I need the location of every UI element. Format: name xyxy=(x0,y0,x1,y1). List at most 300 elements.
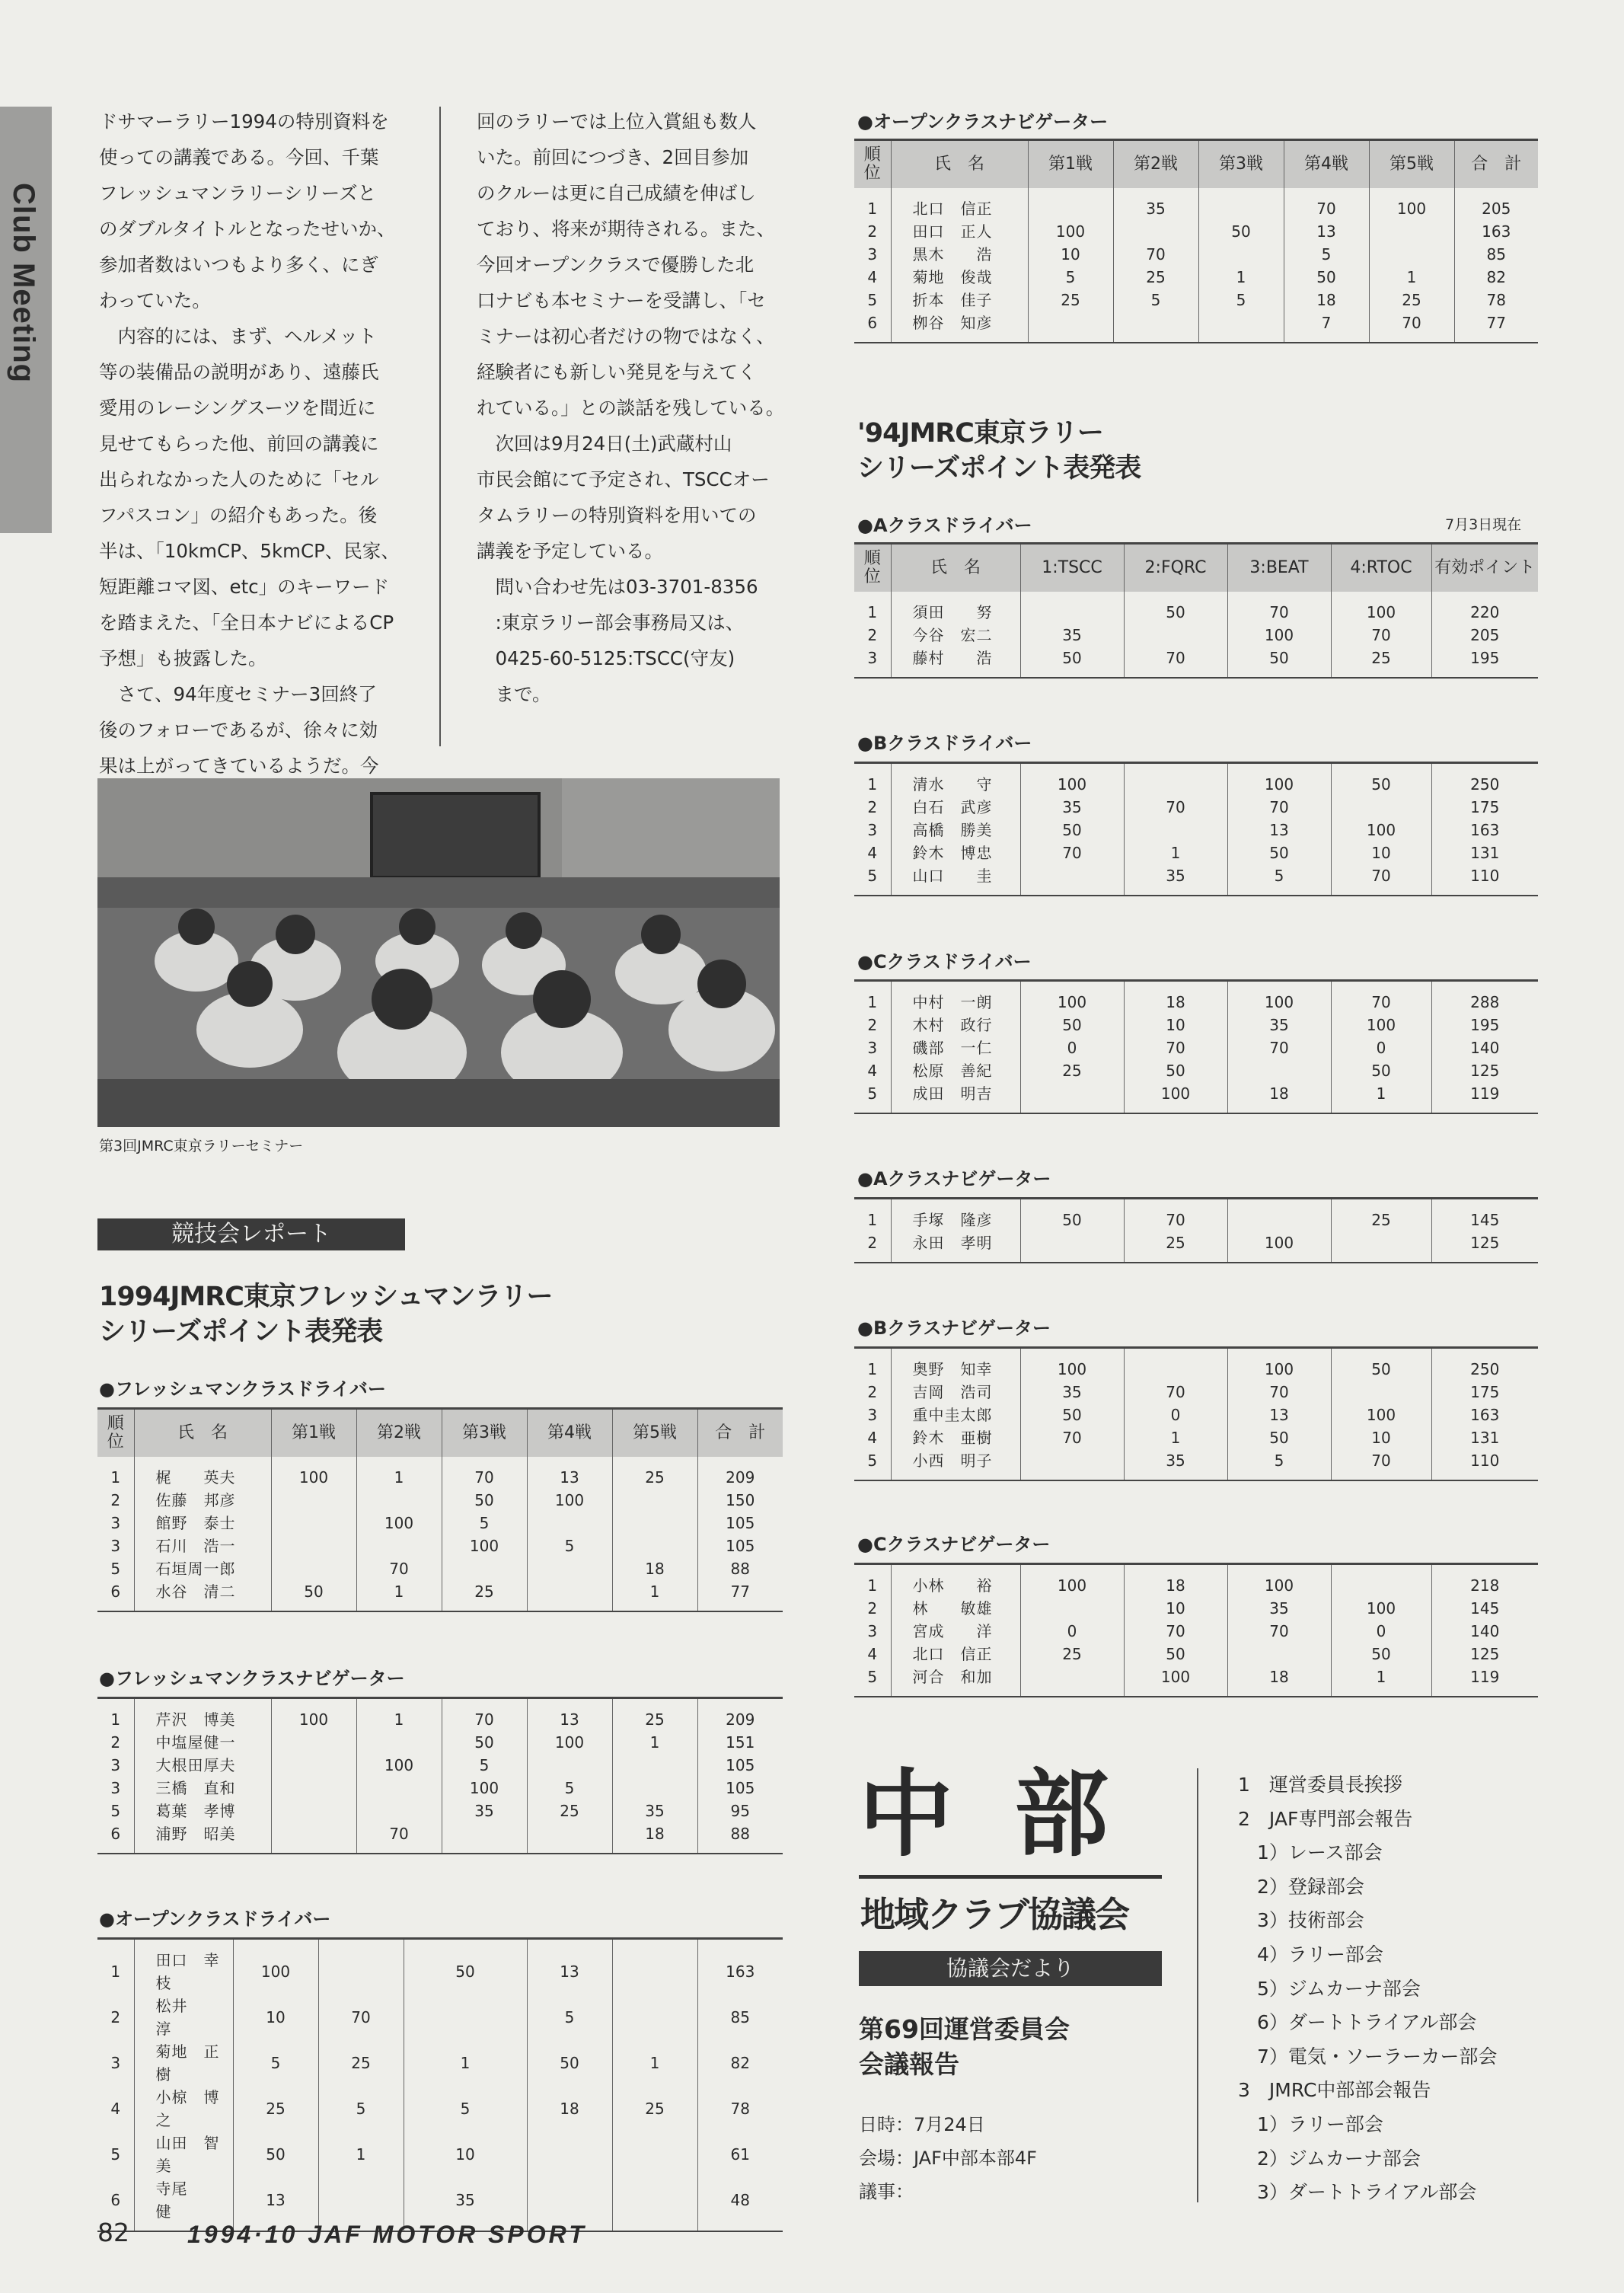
points-cell: 10 xyxy=(1124,1014,1227,1036)
points-cell: 50 xyxy=(442,1731,527,1754)
points-cell: 5 xyxy=(1198,289,1284,311)
points-cell: 0 xyxy=(1331,1620,1431,1643)
name-cell: 今谷 宏二 xyxy=(891,624,1020,647)
name-cell: 浦野 昭美 xyxy=(134,1822,271,1854)
column-header: 第1戦 xyxy=(1028,140,1113,189)
points-cell: 100 xyxy=(233,1939,318,1995)
points-cell xyxy=(1028,311,1113,343)
name-cell: 高橋 勝美 xyxy=(891,819,1020,842)
chubu-divider xyxy=(1197,1768,1198,2202)
meeting-agenda: 1 運営委員長挨拶 2 JAF専門部会報告 1）レース部会 2）登録部会 3）技術部会 4）ラリー部会 5）ジムカーナ部会 6）ダートトライアル部会 7）電気・ソーラーカー部会 3 JMRC中部部会報告 1）ラリー部会 2）ジムカーナ部会 3）ダートトライアル部会 xyxy=(1238,1774,1498,2204)
table-row xyxy=(854,243,1538,266)
points-cell: 125 xyxy=(1431,1059,1538,1082)
rank-cell: 3 xyxy=(110,1756,121,1774)
table-row xyxy=(97,2040,783,2086)
points-cell: 70 xyxy=(442,1698,527,1732)
rank-cell: 3 xyxy=(867,821,878,839)
table-row xyxy=(97,1512,783,1535)
points-cell xyxy=(527,1822,612,1854)
points-cell: 100 xyxy=(1227,1231,1331,1263)
table-row xyxy=(97,1800,783,1822)
points-cell: 119 xyxy=(1431,1082,1538,1113)
table-row xyxy=(854,266,1538,289)
name-cell: 藤村 浩 xyxy=(891,647,1020,678)
name-cell: 折本 佳子 xyxy=(891,289,1028,311)
points-cell: 70 xyxy=(356,1557,442,1580)
points-cell: 50 xyxy=(1020,647,1124,678)
points-cell: 195 xyxy=(1431,1014,1538,1036)
points-cell: 50 xyxy=(1227,842,1331,864)
points-cell: 1 xyxy=(612,1580,697,1611)
points-cell xyxy=(1198,188,1284,220)
points-cell: 5 xyxy=(404,2086,527,2132)
name-cell: 鈴木 亜樹 xyxy=(891,1426,1020,1449)
rank-cell: 3 xyxy=(110,2054,121,2072)
rank-cell: 5 xyxy=(110,1802,121,1820)
points-cell xyxy=(271,1822,356,1854)
points-cell: 100 xyxy=(1227,981,1331,1014)
rank-cell: 3 xyxy=(867,1406,878,1424)
points-cell: 50 xyxy=(271,1580,356,1611)
points-cell: 1 xyxy=(1124,842,1227,864)
rank-cell: 2 xyxy=(867,1599,878,1618)
name-cell: 菊地 俊哉 xyxy=(891,266,1028,289)
points-cell: 35 xyxy=(612,1800,697,1822)
points-cell: 70 xyxy=(1124,1381,1227,1404)
points-cell: 35 xyxy=(1113,188,1198,220)
a-driver-table xyxy=(854,542,1538,679)
table-row xyxy=(854,1426,1538,1449)
points-cell: 25 xyxy=(442,1580,527,1611)
points-cell: 10 xyxy=(404,2132,527,2177)
points-cell xyxy=(271,1535,356,1557)
table-row xyxy=(97,1754,783,1777)
points-cell: 163 xyxy=(1431,1404,1538,1426)
points-cell xyxy=(1369,243,1454,266)
points-cell: 105 xyxy=(697,1777,783,1800)
jmrc-series-heading: '94JMRC東京ラリー シリーズポイント表発表 xyxy=(857,418,1141,484)
meeting-details: 日時：7月24日 会場：JAF中部本部4F 議事： xyxy=(859,2114,1037,2202)
name-cell: 山口 圭 xyxy=(891,864,1020,896)
points-cell xyxy=(1020,1597,1124,1620)
points-cell: 100 xyxy=(1028,220,1113,243)
points-cell: 88 xyxy=(697,1822,783,1854)
points-cell: 209 xyxy=(697,1698,783,1732)
rank-cell: 4 xyxy=(867,1429,878,1447)
points-cell: 50 xyxy=(1227,647,1331,678)
rank-cell: 1 xyxy=(867,775,878,794)
points-cell: 13 xyxy=(233,2177,318,2231)
points-cell xyxy=(527,1754,612,1777)
points-cell: 85 xyxy=(697,1994,783,2040)
points-cell xyxy=(1020,592,1124,624)
points-cell: 61 xyxy=(697,2132,783,2177)
rank-cell: 1 xyxy=(867,200,878,218)
points-cell: 5 xyxy=(1113,289,1198,311)
points-cell: 5 xyxy=(527,1994,612,2040)
name-cell: 白石 武彦 xyxy=(891,796,1020,819)
rank-cell: 3 xyxy=(110,1779,121,1797)
points-cell xyxy=(1124,1348,1227,1381)
points-cell: 70 xyxy=(1020,842,1124,864)
name-cell: 永田 孝明 xyxy=(891,1231,1020,1263)
rank-cell: 2 xyxy=(110,1491,121,1509)
photo-caption: 第3回JMRC東京ラリーセミナー xyxy=(99,1138,304,1154)
c-driver-table xyxy=(854,979,1538,1114)
table-row xyxy=(854,819,1538,842)
points-cell xyxy=(1227,1059,1331,1082)
points-cell xyxy=(442,1557,527,1580)
rank-cell: 1 xyxy=(867,1576,878,1595)
points-cell: 13 xyxy=(1227,1404,1331,1426)
rank-cell: 1 xyxy=(110,1710,121,1729)
points-cell: 70 xyxy=(1124,796,1227,819)
points-cell: 35 xyxy=(1227,1014,1331,1036)
rank-cell: 6 xyxy=(110,1825,121,1843)
name-cell: 田口 正人 xyxy=(891,220,1028,243)
fresh-driver-title: ●フレッシュマンクラスドライバー xyxy=(99,1378,386,1400)
points-cell: 125 xyxy=(1431,1231,1538,1263)
points-cell: 100 xyxy=(356,1512,442,1535)
points-cell xyxy=(1020,864,1124,896)
b-navi-table xyxy=(854,1346,1538,1481)
table-row xyxy=(854,842,1538,864)
points-cell: 100 xyxy=(356,1754,442,1777)
points-cell: 1 xyxy=(1331,1665,1431,1697)
open-driver-title: ●オープンクラスドライバー xyxy=(99,1908,331,1930)
column-header: 順位 xyxy=(854,544,891,592)
points-cell: 131 xyxy=(1431,1426,1538,1449)
table-row xyxy=(97,1489,783,1512)
points-cell: 18 xyxy=(612,1822,697,1854)
points-cell: 25 xyxy=(318,2040,404,2086)
rank-cell: 5 xyxy=(867,1084,878,1103)
points-cell xyxy=(356,1535,442,1557)
table-row xyxy=(854,981,1538,1014)
points-cell: 70 xyxy=(1020,1426,1124,1449)
table-row xyxy=(854,647,1538,678)
points-cell: 70 xyxy=(1227,1381,1331,1404)
points-cell: 50 xyxy=(1124,1059,1227,1082)
b-driver-table xyxy=(854,762,1538,896)
points-cell: 1 xyxy=(1369,266,1454,289)
rank-cell: 6 xyxy=(867,314,878,332)
points-cell: 0 xyxy=(1020,1620,1124,1643)
points-cell: 175 xyxy=(1431,796,1538,819)
name-cell: 芹沢 博美 xyxy=(134,1698,271,1732)
points-cell: 70 xyxy=(1124,1199,1227,1232)
rank-cell: 6 xyxy=(110,1582,121,1601)
table-row xyxy=(854,311,1538,343)
points-cell: 70 xyxy=(1227,796,1331,819)
points-cell: 163 xyxy=(1454,220,1538,243)
b-driver-title: ●Bクラスドライバー xyxy=(857,733,1032,754)
column-divider xyxy=(439,107,441,746)
fresh-navi-title: ●フレッシュマンクラスナビゲーター xyxy=(99,1668,405,1689)
table-row xyxy=(854,1564,1538,1598)
table-row xyxy=(97,1939,783,1995)
rank-cell: 5 xyxy=(867,1668,878,1686)
points-cell xyxy=(356,1489,442,1512)
rank-cell: 5 xyxy=(867,291,878,309)
name-cell: 小椋 博之 xyxy=(134,2086,233,2132)
table-row xyxy=(97,1822,783,1854)
table-row xyxy=(854,188,1538,220)
points-cell: 100 xyxy=(442,1535,527,1557)
points-cell xyxy=(612,1994,697,2040)
points-cell: 25 xyxy=(612,2086,697,2132)
name-cell: 石垣周一郎 xyxy=(134,1557,271,1580)
points-cell: 288 xyxy=(1431,981,1538,1014)
name-cell: 河合 和加 xyxy=(891,1665,1020,1697)
name-cell: 大根田厚夫 xyxy=(134,1754,271,1777)
name-cell: 寺尾 健 xyxy=(134,2177,233,2231)
column-header: 第5戦 xyxy=(1369,140,1454,189)
as-of-date: 7月3日現在 xyxy=(1445,516,1522,533)
table-row xyxy=(97,1457,783,1489)
points-cell xyxy=(1331,1381,1431,1404)
column-header: 合 計 xyxy=(1454,140,1538,189)
points-cell: 50 xyxy=(233,2132,318,2177)
points-cell: 1 xyxy=(318,2132,404,2177)
column-header: 第2戦 xyxy=(356,1409,442,1458)
points-cell: 50 xyxy=(1331,763,1431,797)
points-cell: 50 xyxy=(1331,1059,1431,1082)
rank-cell: 3 xyxy=(867,245,878,263)
points-cell xyxy=(1020,1231,1124,1263)
points-cell: 50 xyxy=(1020,819,1124,842)
rank-cell: 5 xyxy=(867,867,878,885)
rank-cell: 2 xyxy=(867,1383,878,1401)
points-cell xyxy=(1369,220,1454,243)
points-cell xyxy=(271,1512,356,1535)
fresh-driver-table xyxy=(97,1407,783,1612)
points-cell: 100 xyxy=(271,1698,356,1732)
table-row xyxy=(854,289,1538,311)
points-cell: 50 xyxy=(527,2040,612,2086)
table-row xyxy=(97,1580,783,1611)
points-cell: 70 xyxy=(442,1457,527,1489)
rank-cell: 3 xyxy=(867,649,878,667)
chubu-rule xyxy=(859,1875,1162,1879)
points-cell: 100 xyxy=(1331,1404,1431,1426)
column-header: 合 計 xyxy=(697,1409,783,1458)
points-cell xyxy=(404,1994,527,2040)
name-cell: 清水 守 xyxy=(891,763,1020,797)
name-cell: 水谷 清二 xyxy=(134,1580,271,1611)
points-cell: 110 xyxy=(1431,864,1538,896)
name-cell: 小林 裕 xyxy=(891,1564,1020,1598)
points-cell: 5 xyxy=(1284,243,1369,266)
rank-cell: 4 xyxy=(867,1645,878,1663)
points-cell: 100 xyxy=(442,1777,527,1800)
c-navi-table xyxy=(854,1563,1538,1697)
meeting-report-heading: 第69回運営委員会 会議報告 xyxy=(859,2014,1070,2079)
name-cell: 鈴木 博忠 xyxy=(891,842,1020,864)
points-cell: 35 xyxy=(442,1800,527,1822)
table-row xyxy=(854,1620,1538,1643)
points-cell xyxy=(271,1731,356,1754)
points-cell xyxy=(612,2132,697,2177)
points-cell: 25 xyxy=(1028,289,1113,311)
points-cell: 105 xyxy=(697,1754,783,1777)
points-cell: 100 xyxy=(1331,1014,1431,1036)
points-cell: 7 xyxy=(1284,311,1369,343)
points-cell: 5 xyxy=(1227,1449,1331,1480)
points-cell: 1 xyxy=(612,1731,697,1754)
points-cell: 13 xyxy=(1227,819,1331,842)
name-cell: 須田 努 xyxy=(891,592,1020,624)
rank-cell: 3 xyxy=(110,1514,121,1532)
rank-cell: 2 xyxy=(867,626,878,644)
table-row xyxy=(854,763,1538,797)
points-cell: 119 xyxy=(1431,1665,1538,1697)
points-cell xyxy=(1124,624,1227,647)
section-tab-label: Club Meeting xyxy=(7,183,40,384)
article-text-2: 回のラリーでは上位入賞組も数人 いた。前回につづき、2回目参加 のクルーは更に自己成績を伸ばし ており、将来が期待される。また、 今回オープンクラスで優勝した北 口ナビも本セミナーを受講し、「セ ミナーは初心者だけの物ではなく、 経験者にも新しい発見を与えてく れている。」との談話を残している。 次回は9月24日(土)武蔵村山 市民会館にて予定され、TSCCオー タムラリーの特別資料を用いての 講義を予定している。 問い合わせ先は03-3701-8356 :東京ラリー部会事務局又は、 0425-60-5125:TSCC(守友) まで。 xyxy=(477,110,785,705)
points-cell: 18 xyxy=(1124,981,1227,1014)
points-cell: 100 xyxy=(1020,1564,1124,1598)
table-row xyxy=(97,2086,783,2132)
points-cell: 18 xyxy=(527,2086,612,2132)
points-cell: 70 xyxy=(1331,864,1431,896)
c-navi-title: ●Cクラスナビゲーター xyxy=(857,1534,1051,1555)
points-cell: 70 xyxy=(1331,624,1431,647)
points-cell: 5 xyxy=(1227,864,1331,896)
points-cell xyxy=(271,1777,356,1800)
points-cell: 25 xyxy=(1020,1059,1124,1082)
a-navi-title: ●Aクラスナビゲーター xyxy=(857,1168,1051,1190)
points-cell: 82 xyxy=(1454,266,1538,289)
points-cell xyxy=(612,1512,697,1535)
column-header: 2:FQRC xyxy=(1124,544,1227,592)
points-cell: 131 xyxy=(1431,842,1538,864)
a-navi-table xyxy=(854,1197,1538,1263)
points-cell: 100 xyxy=(527,1731,612,1754)
points-cell: 70 xyxy=(1124,647,1227,678)
table-row xyxy=(854,1404,1538,1426)
table-row xyxy=(854,1059,1538,1082)
points-cell: 163 xyxy=(1431,819,1538,842)
points-cell: 70 xyxy=(1227,592,1331,624)
points-cell xyxy=(1227,1199,1331,1232)
points-cell: 100 xyxy=(527,1489,612,1512)
rank-cell: 4 xyxy=(867,268,878,286)
open-navi-table xyxy=(854,139,1538,343)
table-row xyxy=(854,1348,1538,1381)
points-cell: 18 xyxy=(1227,1665,1331,1697)
points-cell: 70 xyxy=(318,1994,404,2040)
rank-cell: 3 xyxy=(867,1039,878,1057)
points-cell: 95 xyxy=(697,1800,783,1822)
name-cell: 三橋 直和 xyxy=(134,1777,271,1800)
table-row xyxy=(97,1731,783,1754)
column-header: 第1戦 xyxy=(271,1409,356,1458)
name-cell: 北口 信正 xyxy=(891,1643,1020,1665)
points-cell: 78 xyxy=(697,2086,783,2132)
points-cell: 35 xyxy=(1020,796,1124,819)
points-cell: 50 xyxy=(404,1939,527,1995)
points-cell: 50 xyxy=(1020,1014,1124,1036)
points-cell xyxy=(271,1754,356,1777)
points-cell: 70 xyxy=(1227,1620,1331,1643)
points-cell xyxy=(1113,311,1198,343)
points-cell xyxy=(1198,243,1284,266)
column-header: 氏 名 xyxy=(134,1409,271,1458)
rank-cell: 4 xyxy=(867,844,878,862)
rank-cell: 3 xyxy=(867,1622,878,1640)
points-cell: 1 xyxy=(356,1580,442,1611)
name-cell: 田口 幸枝 xyxy=(134,1939,233,1995)
rank-cell: 1 xyxy=(867,1360,878,1378)
points-cell: 125 xyxy=(1431,1643,1538,1665)
name-cell: 重中圭太郎 xyxy=(891,1404,1020,1426)
points-cell: 13 xyxy=(527,1698,612,1732)
name-cell: 菊地 正樹 xyxy=(134,2040,233,2086)
points-cell: 85 xyxy=(1454,243,1538,266)
seminar-photo xyxy=(97,778,780,1127)
rank-cell: 5 xyxy=(110,1560,121,1578)
name-cell: 石川 浩一 xyxy=(134,1535,271,1557)
rank-cell: 2 xyxy=(867,1016,878,1034)
points-cell: 13 xyxy=(527,1457,612,1489)
rank-cell: 6 xyxy=(110,2191,121,2209)
points-cell xyxy=(271,1489,356,1512)
points-cell xyxy=(356,1777,442,1800)
points-cell: 25 xyxy=(612,1457,697,1489)
points-cell: 50 xyxy=(1020,1404,1124,1426)
table-row xyxy=(854,1597,1538,1620)
column-header: 順位 xyxy=(854,140,891,189)
points-cell: 13 xyxy=(1284,220,1369,243)
points-cell: 70 xyxy=(1113,243,1198,266)
table-row xyxy=(854,1014,1538,1036)
page-number: 82 xyxy=(97,2218,129,2247)
points-cell: 100 xyxy=(1227,1564,1331,1598)
rank-cell: 2 xyxy=(867,1234,878,1252)
name-cell: 成田 明吉 xyxy=(891,1082,1020,1113)
magazine-name: 1994·10 JAF MOTOR SPORT xyxy=(187,2221,587,2248)
points-cell: 100 xyxy=(1124,1082,1227,1113)
points-cell: 145 xyxy=(1431,1597,1538,1620)
points-cell: 5 xyxy=(1028,266,1113,289)
column-header: 4:RTOC xyxy=(1331,544,1431,592)
rank-cell: 1 xyxy=(867,1211,878,1229)
points-cell xyxy=(1227,1643,1331,1665)
table-row xyxy=(854,1665,1538,1697)
report-label: 競技会レポート xyxy=(97,1218,405,1250)
name-cell: 黒木 浩 xyxy=(891,243,1028,266)
article-text-1: ドサマーラリー1994の特別資料を 使っての講義である。今回、千葉 フレッシュマンラリーシリーズと のダブルタイトルとなったせいか、 参加者数はいつもより多く、にぎ わっていた。 内容的には、まず、ヘルメット 等の装備品の説明があり、遠藤氏 愛用のレーシングスーツを間近に 見せてもらった他、前回の講義に 出られなかった人のために「セル フパスコン」の紹介もあった。後 半は、「10kmCP、5kmCP、民家、 短距離コマ図、etc」のキーワード を踏まえた、「全日本ナビによるCP 予想」も披露した。 さて、94年度セミナー3回終了 後のフォローであるが、徐々に効 果は上がってきているようだ。今 xyxy=(99,110,400,777)
points-cell: 218 xyxy=(1431,1564,1538,1598)
points-cell: 25 xyxy=(1124,1231,1227,1263)
points-cell: 35 xyxy=(1020,1381,1124,1404)
points-cell: 35 xyxy=(1227,1597,1331,1620)
points-cell xyxy=(612,1535,697,1557)
fresh-series-heading: 1994JMRC東京フレッシュマンラリー シリーズポイント表発表 xyxy=(99,1282,553,1347)
points-cell xyxy=(612,2177,697,2231)
name-cell: 北口 信正 xyxy=(891,188,1028,220)
points-cell: 5 xyxy=(318,2086,404,2132)
section-tab xyxy=(0,107,52,533)
points-cell: 1 xyxy=(1331,1082,1431,1113)
table-row xyxy=(854,796,1538,819)
column-header: 3:BEAT xyxy=(1227,544,1331,592)
points-cell: 70 xyxy=(1124,1620,1227,1643)
name-cell: 小西 明子 xyxy=(891,1449,1020,1480)
points-cell: 50 xyxy=(1198,220,1284,243)
points-cell: 205 xyxy=(1454,188,1538,220)
